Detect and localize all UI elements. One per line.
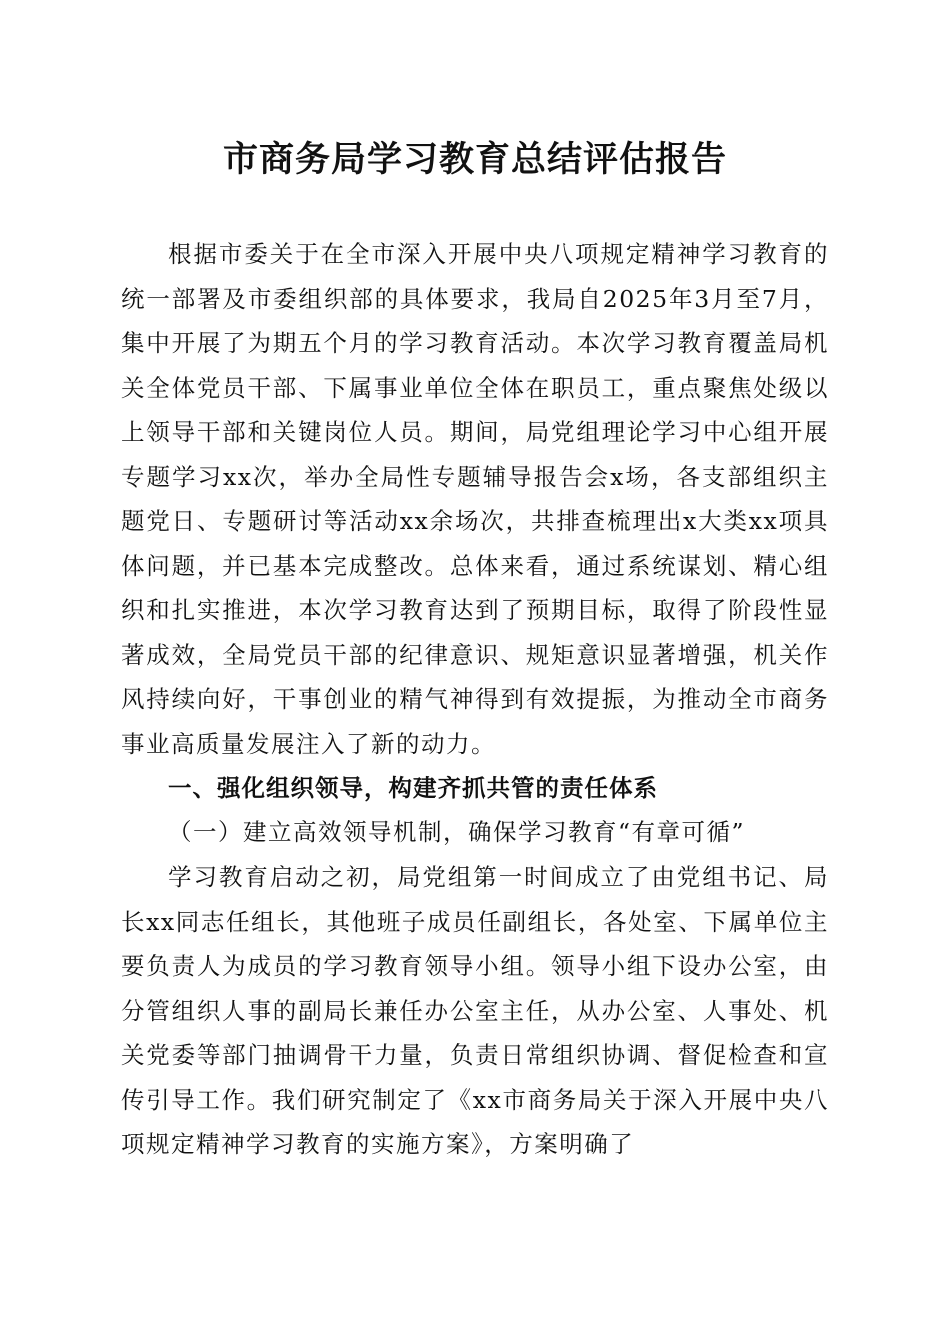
intro-paragraph: 根据市委关于在全市深入开展中央八项规定精神学习教育的统一部署及市委组织部的具体要求，我局自2025年3月至7月，集中开展了为期五个月的学习教育活动。本次学习教育覆盖局机关全体党员干部、下属事业单位全体在职员工，重点聚焦处级以上领导干部和关键岗位人员。期间，局党组理论学习中心组开展专题学习xx次，举办全局性专题辅导报告会x场，各支部组织主题党日、专题研讨等活动xx余场次，共排查梳理出x大类xx项具体问题，并已基本完成整改。总体来看，通过系统谋划、精心组织和扎实推进，本次学习教育达到了预期目标，取得了阶段性显著成效，全局党员干部的纪律意识、规矩意识显著增强，机关作风持续向好，干事创业的精气神得到有效提振，为推动全市商务事业高质量发展注入了新的动力。 xyxy=(121,240,829,758)
section-heading-1: 一、强化组织领导，构建齐抓共管的责任体系 xyxy=(168,774,658,802)
subsection-paragraph-1: 学习教育启动之初，局党组第一时间成立了由党组书记、局长xx同志任组长，其他班子成员任副组长，各处室、下属单位主要负责人为成员的学习教育领导小组。领导小组下设办公室，由分管组织人事的副局长兼任办公室主任，从办公室、人事处、机关党委等部门抽调骨干力量，负责日常组织协调、督促检查和宣传引导工作。我们研究制定了《xx市商务局关于深入开展中央八项规定精神学习教育的实施方案》，方案明确了 xyxy=(121,863,829,1158)
document-title: 市商务局学习教育总结评估报告 xyxy=(222,139,727,180)
subsection-heading-1: （一）建立高效领导机制，确保学习教育“有章可循” xyxy=(168,818,746,846)
